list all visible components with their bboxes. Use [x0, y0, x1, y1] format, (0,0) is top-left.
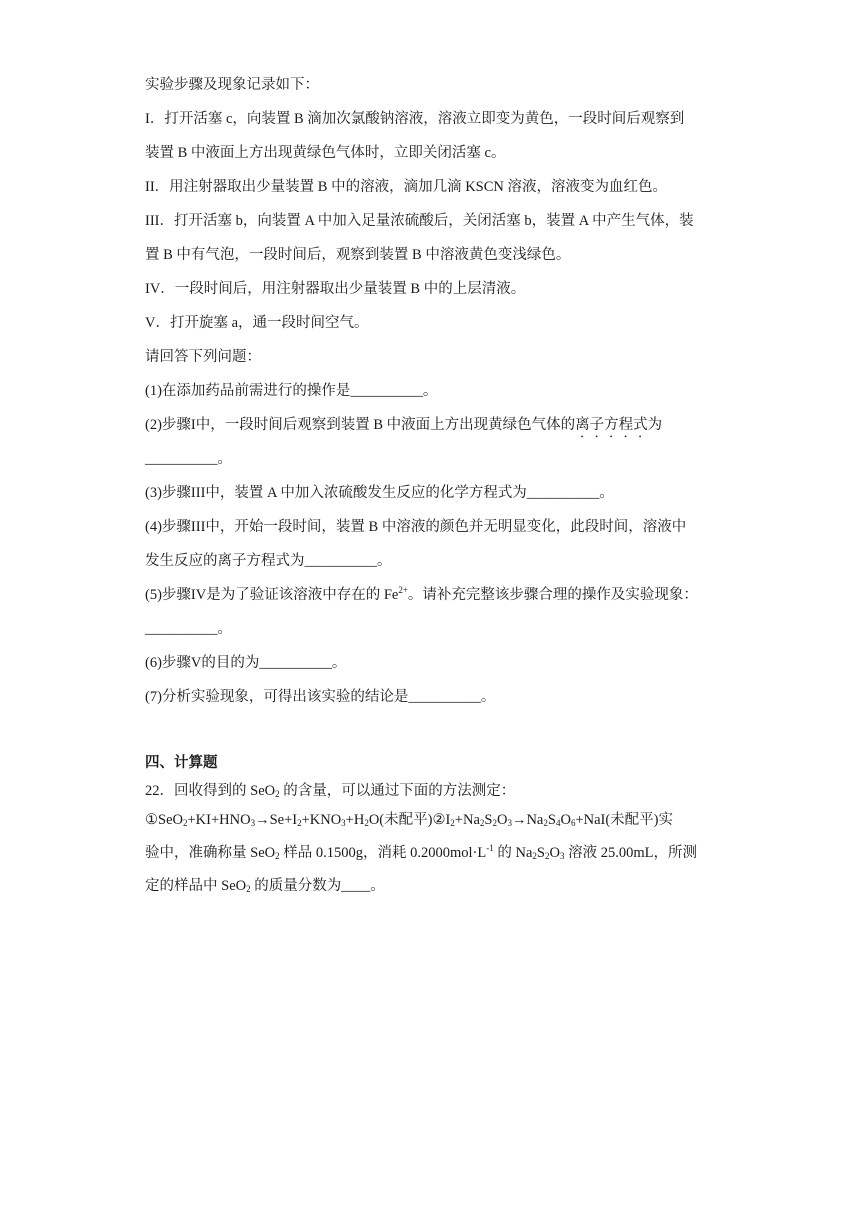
- step-1-line-2: 装置 B 中液面上方出现黄绿色气体时，立即关闭活塞 c。: [145, 145, 506, 161]
- q22-sub: 2: [532, 851, 537, 861]
- step-4: IV．一段时间后，用注射器取出少量装置 B 中的上层清液。: [145, 281, 526, 297]
- q22-text: 22．回收得到的 SeO: [145, 783, 276, 799]
- question-4-line-2: 发生反应的离子方程式为__________。: [145, 553, 392, 569]
- step-2: II．用注射器取出少量装置 B 中的溶液，滴加几滴 KSCN 溶液，溶液变为血红色。: [145, 179, 668, 195]
- q22-text: 溶液 25.00mL，所测: [564, 845, 697, 861]
- question-5-line-1: [145, 578, 725, 612]
- eq-text: O(未配平)②I: [368, 812, 451, 828]
- q22-sub: 2: [275, 851, 280, 861]
- eq-text: +Na: [454, 812, 480, 828]
- intro-text: 实验步骤及现象记录如下：: [145, 77, 319, 93]
- q22-text: O: [549, 845, 560, 861]
- q22-text: 定的样品中 SeO: [145, 878, 247, 894]
- q22-sup: -1: [486, 843, 494, 853]
- eq-text: S: [484, 812, 493, 828]
- eq-sub: 2: [297, 818, 302, 828]
- question-22-equations: [145, 804, 725, 837]
- q22-text: S: [536, 845, 545, 861]
- eq-sub: 3: [341, 818, 346, 828]
- eq-text: +KI+HNO: [187, 812, 251, 828]
- eq-sub: 2: [479, 818, 485, 828]
- eq-sub: 4: [555, 818, 561, 828]
- eq-text: +KNO: [301, 812, 342, 828]
- eq-text: +NaI(未配平)实: [575, 812, 674, 828]
- questions-prompt: 请回答下列问题：: [145, 349, 261, 365]
- question-3: (3)步骤III中，装置 A 中加入浓硫酸发生反应的化学方程式为__________。: [145, 485, 614, 501]
- question-2-emphasis: 离子方程式: [575, 417, 648, 433]
- eq-sub: 2: [492, 818, 497, 828]
- question-22-line-1: [145, 778, 725, 804]
- question-5-suffix: 。请补充完整该步骤合理的操作及实验现象：: [407, 587, 698, 603]
- question-7: (7)分析实验现象，可得出该实验的结论是__________。: [145, 689, 496, 705]
- q22-text: 的 Na: [493, 845, 533, 861]
- question-2-line-1: [145, 408, 725, 442]
- question-22-line-4: [145, 870, 725, 903]
- eq-text: +H: [345, 812, 365, 828]
- question-4-line-1: (4)步骤III中，开始一段时间，装置 B 中溶液的颜色并无明显变化，此段时间，溶液中: [145, 519, 687, 535]
- eq-sub: 2: [182, 818, 188, 828]
- step-3-line-1: III．打开活塞 b，向装置 A 中加入足量浓硫酸后，关闭活塞 b，装置 A 中产生气体，装: [145, 213, 694, 229]
- fe-charge: 2+: [398, 585, 408, 595]
- eq-text: O: [496, 812, 508, 828]
- eq-text: →Na: [511, 812, 544, 828]
- question-1: (1)在添加药品前需进行的操作是__________。: [145, 383, 438, 399]
- eq-text: S: [547, 812, 556, 828]
- step-5: V．打开旋塞 a，通一段时间空气。: [145, 315, 369, 331]
- eq-sub: 2: [364, 818, 369, 828]
- question-2-answer-blank: __________。: [145, 451, 232, 467]
- eq-sub: 2: [450, 818, 455, 828]
- q22-sub: 2: [544, 851, 550, 861]
- question-5-text: (5)步骤IV是为了验证该溶液中存在的 Fe: [145, 587, 399, 603]
- eq-sub: 6: [570, 818, 576, 828]
- q22-text: 验中，准确称量 SeO: [145, 845, 276, 861]
- question-6: (6)步骤V的目的为__________。: [145, 655, 347, 671]
- q22-sub: 2: [246, 884, 251, 894]
- eq-text: →Se+I: [255, 812, 298, 828]
- question-22-line-3: [145, 837, 725, 870]
- eq-text: O: [560, 812, 571, 828]
- q22-sub: 2: [275, 789, 280, 799]
- question-2-suffix: 为: [647, 417, 663, 433]
- q22-sub: 3: [559, 851, 565, 861]
- q22-text: 的质量分数为____。: [250, 878, 385, 894]
- eq-sub: 3: [250, 818, 256, 828]
- question-5-answer-blank: __________。: [145, 621, 232, 637]
- question-2-text: (2)步骤I中，一段时间后观察到装置 B 中液面上方出现黄绿色气体的: [145, 417, 576, 433]
- q22-text: 的含量，可以通过下面的方法测定：: [279, 783, 516, 799]
- step-3-line-2: 置 B 中有气泡，一段时间后，观察到装置 B 中溶液黄色变浅绿色。: [145, 247, 571, 263]
- step-1-line-1: I．打开活塞 c，向装置 B 滴加次氯酸钠溶液，溶液立即变为黄色，一段时间后观察到: [145, 111, 685, 127]
- eq-sub: 2: [543, 818, 548, 828]
- q22-text: 样品 0.1500g，消耗 0.2000mol·L: [279, 845, 487, 861]
- document-page: [145, 68, 725, 903]
- eq-text: ①SeO: [145, 812, 183, 828]
- eq-sub: 3: [507, 818, 512, 828]
- section-4-title: 四、计算题: [145, 755, 218, 771]
